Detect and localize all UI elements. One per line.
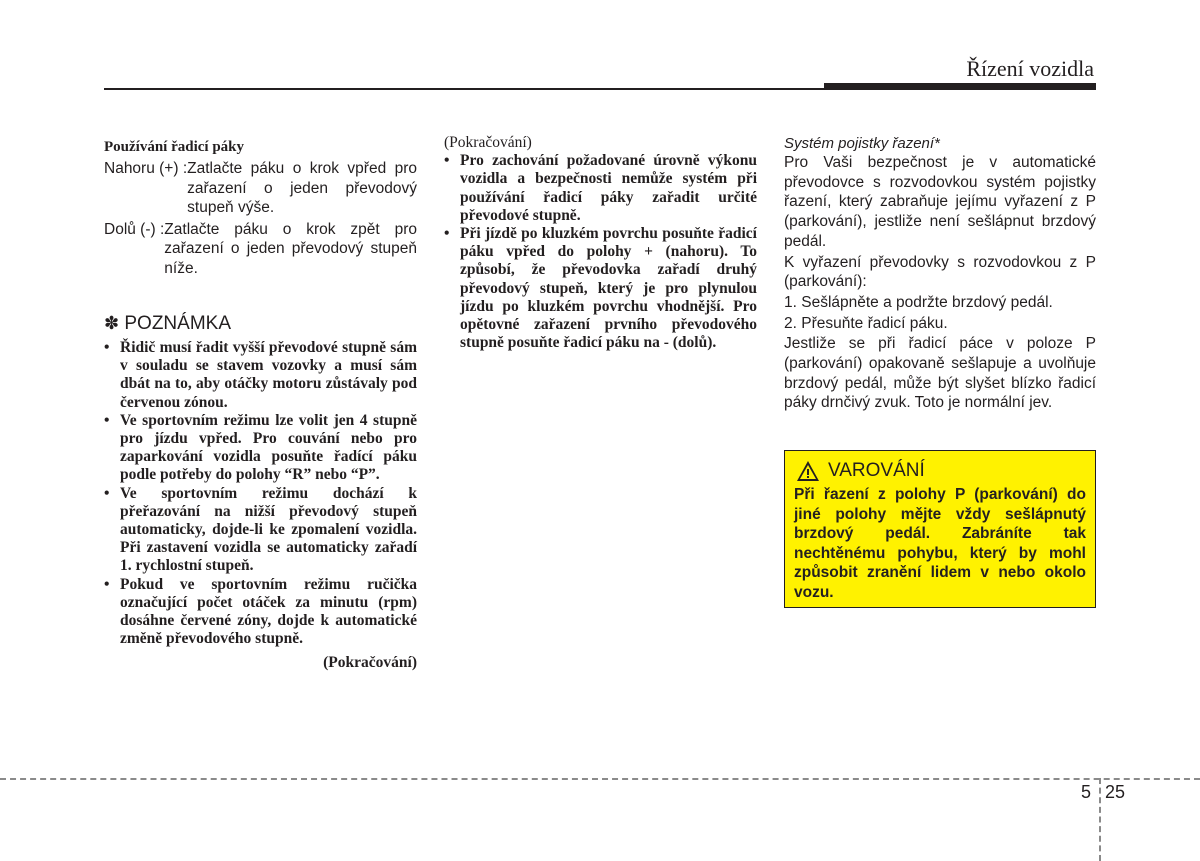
gear-up-text: Zatlačte páku o krok vpřed pro zařazení o jeden převodový stupeň výše. [187,160,417,216]
warning-title-row [794,459,1086,483]
paragraph: 1. Sešlápněte a podržte brzdový pedál. [784,293,1053,311]
note-heading [104,312,417,335]
header-rule-accent [824,83,1096,90]
header-rule [104,88,824,90]
section-heading-shift-lock: Systém pojistky řazení* [784,135,940,152]
column-middle [444,134,757,352]
column-left [104,138,417,673]
paragraph: Pro Vaši bezpečnost je v automatické převodovce s rozvodovkou systém pojistky řazení, který zabraňuje jejímu vyřazení z P (parkování), jestliže není sešlápnut brzdový pedál. [784,154,1096,250]
section-heading-gear-lever: Používání řadicí páky [104,139,245,155]
chapter-number: 5 [1081,782,1092,802]
list-item: • Při jízdě po kluzkém povrchu posuňte řadicí páku vpřed do polohy + (nahoru). To způsobí, že převodovka zařadí druhý převodový stupeň, který je pro plynulou jízdu po kluzkém povrchu vhodnější. Pro opětovné zařazení prvního převodového stupně posuňte řadicí páku na - (dolů). [444,225,757,352]
continued-bullet-list [444,152,757,352]
gear-up-row [104,159,417,218]
note-star-icon: ✽ [104,313,120,333]
warning-box [784,450,1096,608]
list-item: • Pro zachování požadované úrovně výkonu vozidla a bezpečnosti nemůže systém při používání řadicí páky zařadit určité převodové stupně. [444,152,757,225]
footer-page-divider [1099,778,1101,861]
footer-divider [0,778,1200,780]
gear-down-label: Dolů (-) : [104,220,165,238]
gear-up-label: Nahoru (+) : [104,160,188,177]
paragraph: K vyřazení převodovky s rozvodovkou z P (parkování): [784,253,1096,291]
paragraph: Jestliže se při řadicí páce v poloze P (parkování) opakovaně sešlapuje a uvolňuje brzdový pedál, může být slyšet blízko řadicí páky drnčivý zvuk. Toto je normální jev. [784,335,1096,412]
continued-label: (Pokračování) [323,654,417,672]
gear-down-text: Zatlačte páku o krok zpět pro zařazení o jeden převodový stupeň níže. [164,220,417,277]
note-title: POZNÁMKA [124,313,231,334]
paragraph: 2. Přesuňte řadicí páku. [784,314,948,332]
list-item: • Ve sportovním režimu dochází k přeřazování na nižší převodový stupeň automaticky, dojde-li ke zpomalení vozidla. Při zastavení vozidla se automaticky zařadí 1. rychlostní stupeň. [104,485,417,576]
list-item: • Ve sportovním režimu lze volit jen 4 stupně pro jízdu vpřed. Pro couvání nebo pro zaparkování vozidla posuňte řadící páku podle potřeby do polohy “R” nebo “P”. [104,412,417,485]
warning-text: Při řazení z polohy P (parkování) do jiné polohy mějte vždy sešlápnutý brzdový pedál. Zabráníte tak nechtěnému pohybu, který by mohl způsobit zranění lidem v nebo okolo vozu. [794,486,1086,601]
note-bullet-list [104,339,417,648]
list-item: • Řidič musí řadit vyšší převodové stupně sám v souladu se stavem vozovky a musí sám dbát na to, aby otáčky motoru zůstávaly pod červenou zónou. [104,339,417,412]
page-header-title: Řízení vozidla [966,56,1094,81]
page-number: 25 [1105,782,1126,802]
warning-triangle-icon [796,460,820,482]
gear-down-row [104,220,417,279]
column-right [784,135,1096,414]
continued-heading: (Pokračování) [444,134,532,151]
warning-title: VAROVÁNÍ [828,460,925,481]
list-item: • Pokud ve sportovním režimu ručička označující počet otáček za minutu (rpm) dosáhne červené zóny, dojde k automatické změně převodového stupně. [104,576,417,649]
